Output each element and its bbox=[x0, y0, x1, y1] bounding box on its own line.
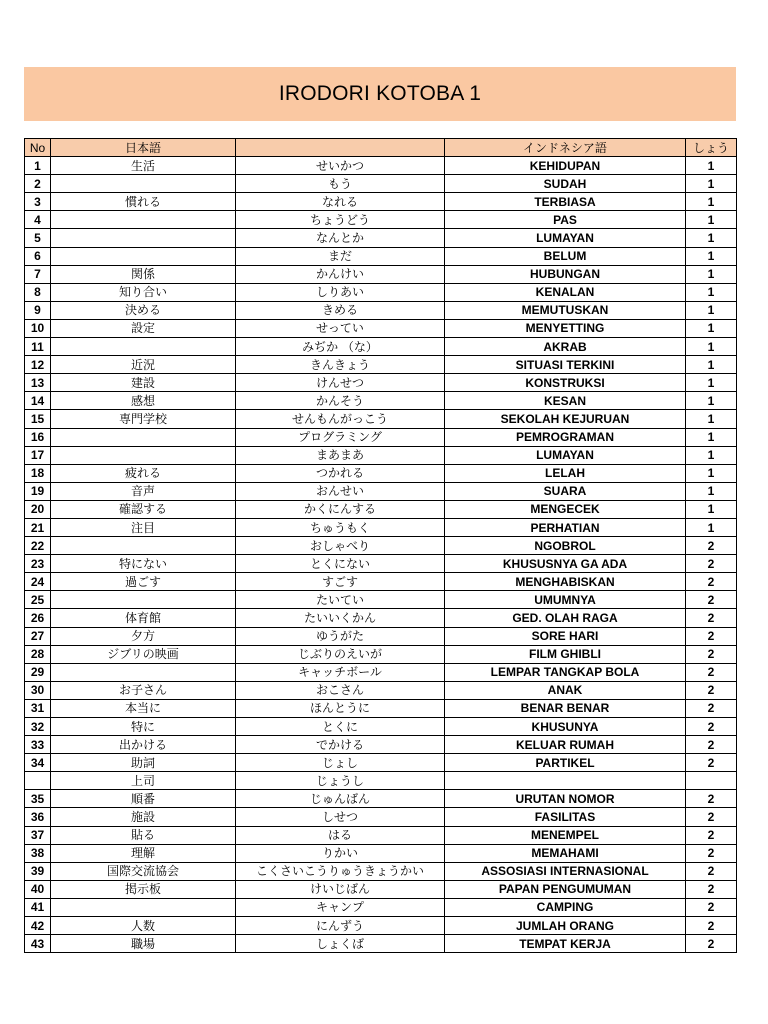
reading: ほんとうに bbox=[236, 699, 445, 717]
reading: りかい bbox=[236, 844, 445, 862]
row-number: 13 bbox=[25, 374, 51, 392]
japanese-word bbox=[51, 663, 236, 681]
table-row bbox=[25, 283, 737, 301]
table-row bbox=[25, 772, 737, 790]
table-row bbox=[25, 754, 737, 772]
japanese-word: 理解 bbox=[51, 844, 236, 862]
row-number: 38 bbox=[25, 844, 51, 862]
indonesian-meaning: CAMPING bbox=[445, 898, 686, 916]
row-number: 10 bbox=[25, 319, 51, 337]
reading: にんずう bbox=[236, 917, 445, 935]
reading: かくにんする bbox=[236, 500, 445, 518]
lesson-number: 2 bbox=[686, 736, 737, 754]
reading: ちょうどう bbox=[236, 211, 445, 229]
row-number: 28 bbox=[25, 645, 51, 663]
row-number: 2 bbox=[25, 175, 51, 193]
reading: おしゃべり bbox=[236, 537, 445, 555]
japanese-word: 慣れる bbox=[51, 193, 236, 211]
row-number: 39 bbox=[25, 862, 51, 880]
row-number: 29 bbox=[25, 663, 51, 681]
lesson-number: 2 bbox=[686, 663, 737, 681]
japanese-word: 特に bbox=[51, 718, 236, 736]
table-row bbox=[25, 211, 737, 229]
reading: みぢか （な） bbox=[236, 338, 445, 356]
lesson-number: 1 bbox=[686, 374, 737, 392]
japanese-word: 生活 bbox=[51, 157, 236, 175]
lesson-number: 2 bbox=[686, 917, 737, 935]
lesson-number: 1 bbox=[686, 175, 737, 193]
lesson-number: 1 bbox=[686, 157, 737, 175]
table-row bbox=[25, 265, 737, 283]
reading: もう bbox=[236, 175, 445, 193]
indonesian-meaning: PARTIKEL bbox=[445, 754, 686, 772]
reading: おんせい bbox=[236, 482, 445, 500]
row-number: 31 bbox=[25, 699, 51, 717]
japanese-word: ジブリの映画 bbox=[51, 645, 236, 663]
japanese-word: 人数 bbox=[51, 917, 236, 935]
japanese-word: 体育館 bbox=[51, 609, 236, 627]
japanese-word bbox=[51, 247, 236, 265]
table-row bbox=[25, 229, 737, 247]
japanese-word: 施設 bbox=[51, 808, 236, 826]
lesson-number: 1 bbox=[686, 410, 737, 428]
header-japanese: 日本語 bbox=[51, 139, 236, 157]
indonesian-meaning: KEHIDUPAN bbox=[445, 157, 686, 175]
reading: とくにない bbox=[236, 555, 445, 573]
lesson-number: 2 bbox=[686, 645, 737, 663]
japanese-word: 順番 bbox=[51, 790, 236, 808]
table-row bbox=[25, 663, 737, 681]
lesson-number: 1 bbox=[686, 247, 737, 265]
indonesian-meaning: AKRAB bbox=[445, 338, 686, 356]
table-row bbox=[25, 935, 737, 953]
indonesian-meaning: TERBIASA bbox=[445, 193, 686, 211]
japanese-word bbox=[51, 175, 236, 193]
reading: おこさん bbox=[236, 681, 445, 699]
lesson-number: 1 bbox=[686, 211, 737, 229]
indonesian-meaning: MENEMPEL bbox=[445, 826, 686, 844]
lesson-number: 1 bbox=[686, 464, 737, 482]
indonesian-meaning: MEMUTUSKAN bbox=[445, 301, 686, 319]
row-number: 16 bbox=[25, 428, 51, 446]
title-band bbox=[24, 67, 736, 121]
indonesian-meaning: SUARA bbox=[445, 482, 686, 500]
table-row bbox=[25, 808, 737, 826]
table-row bbox=[25, 718, 737, 736]
row-number: 41 bbox=[25, 898, 51, 916]
reading: ちゅうもく bbox=[236, 518, 445, 536]
lesson-number: 2 bbox=[686, 627, 737, 645]
table-row bbox=[25, 374, 737, 392]
indonesian-meaning: MENGHABISKAN bbox=[445, 573, 686, 591]
japanese-word: 疲れる bbox=[51, 464, 236, 482]
indonesian-meaning: MEMAHAMI bbox=[445, 844, 686, 862]
row-number: 5 bbox=[25, 229, 51, 247]
row-number: 3 bbox=[25, 193, 51, 211]
table-row bbox=[25, 699, 737, 717]
row-number: 8 bbox=[25, 283, 51, 301]
japanese-word: 特にない bbox=[51, 555, 236, 573]
reading: けいじばん bbox=[236, 880, 445, 898]
header-indonesian: インドネシア語 bbox=[445, 139, 686, 157]
reading: かんけい bbox=[236, 265, 445, 283]
lesson-number: 2 bbox=[686, 537, 737, 555]
table-row bbox=[25, 862, 737, 880]
japanese-word: お子さん bbox=[51, 681, 236, 699]
japanese-word: 音声 bbox=[51, 482, 236, 500]
lesson-number: 2 bbox=[686, 681, 737, 699]
table-row bbox=[25, 573, 737, 591]
row-number: 25 bbox=[25, 591, 51, 609]
page-title: IRODORI KOTOBA 1 bbox=[278, 82, 482, 105]
japanese-word bbox=[51, 537, 236, 555]
lesson-number: 1 bbox=[686, 193, 737, 211]
japanese-word: 近況 bbox=[51, 356, 236, 374]
table-row bbox=[25, 301, 737, 319]
indonesian-meaning: SUDAH bbox=[445, 175, 686, 193]
lesson-number: 2 bbox=[686, 808, 737, 826]
lesson-number: 1 bbox=[686, 283, 737, 301]
table-row bbox=[25, 537, 737, 555]
indonesian-meaning: BELUM bbox=[445, 247, 686, 265]
indonesian-meaning: SITUASI TERKINI bbox=[445, 356, 686, 374]
lesson-number: 1 bbox=[686, 356, 737, 374]
japanese-word bbox=[51, 428, 236, 446]
table-row bbox=[25, 356, 737, 374]
row-number: 15 bbox=[25, 410, 51, 428]
japanese-word: 上司 bbox=[51, 772, 236, 790]
lesson-number: 2 bbox=[686, 555, 737, 573]
indonesian-meaning: KONSTRUKSI bbox=[445, 374, 686, 392]
reading: しりあい bbox=[236, 283, 445, 301]
reading: せいかつ bbox=[236, 157, 445, 175]
reading: なれる bbox=[236, 193, 445, 211]
indonesian-meaning: LUMAYAN bbox=[445, 229, 686, 247]
indonesian-meaning bbox=[445, 772, 686, 790]
table-row bbox=[25, 555, 737, 573]
row-number: 37 bbox=[25, 826, 51, 844]
japanese-word: 感想 bbox=[51, 392, 236, 410]
lesson-number: 2 bbox=[686, 862, 737, 880]
japanese-word: 職場 bbox=[51, 935, 236, 953]
lesson-number: 2 bbox=[686, 790, 737, 808]
row-number: 36 bbox=[25, 808, 51, 826]
indonesian-meaning: FASILITAS bbox=[445, 808, 686, 826]
lesson-number: 2 bbox=[686, 844, 737, 862]
lesson-number: 2 bbox=[686, 880, 737, 898]
indonesian-meaning: ANAK bbox=[445, 681, 686, 699]
vocabulary-table bbox=[24, 138, 737, 953]
table-row bbox=[25, 681, 737, 699]
lesson-number: 1 bbox=[686, 500, 737, 518]
table-row bbox=[25, 193, 737, 211]
indonesian-meaning: LUMAYAN bbox=[445, 446, 686, 464]
reading: すごす bbox=[236, 573, 445, 591]
indonesian-meaning: KHUSUSNYA GA ADA bbox=[445, 555, 686, 573]
lesson-number: 2 bbox=[686, 609, 737, 627]
table-row bbox=[25, 627, 737, 645]
lesson-number: 2 bbox=[686, 591, 737, 609]
table-row bbox=[25, 482, 737, 500]
table-row bbox=[25, 392, 737, 410]
indonesian-meaning: KELUAR RUMAH bbox=[445, 736, 686, 754]
lesson-number: 1 bbox=[686, 338, 737, 356]
row-number: 17 bbox=[25, 446, 51, 464]
reading: はる bbox=[236, 826, 445, 844]
reading: けんせつ bbox=[236, 374, 445, 392]
japanese-word bbox=[51, 591, 236, 609]
japanese-word bbox=[51, 211, 236, 229]
row-number: 14 bbox=[25, 392, 51, 410]
lesson-number: 2 bbox=[686, 573, 737, 591]
row-number: 24 bbox=[25, 573, 51, 591]
table-row bbox=[25, 319, 737, 337]
row-number: 20 bbox=[25, 500, 51, 518]
lesson-number: 2 bbox=[686, 935, 737, 953]
lesson-number: 1 bbox=[686, 301, 737, 319]
reading: まあまあ bbox=[236, 446, 445, 464]
indonesian-meaning: PERHATIAN bbox=[445, 518, 686, 536]
japanese-word: 貼る bbox=[51, 826, 236, 844]
japanese-word: 注目 bbox=[51, 518, 236, 536]
row-number: 6 bbox=[25, 247, 51, 265]
row-number bbox=[25, 772, 51, 790]
japanese-word bbox=[51, 338, 236, 356]
table-row bbox=[25, 446, 737, 464]
reading: たいいくかん bbox=[236, 609, 445, 627]
lesson-number: 1 bbox=[686, 265, 737, 283]
row-number: 33 bbox=[25, 736, 51, 754]
reading: じょうし bbox=[236, 772, 445, 790]
reading: キャッチボール bbox=[236, 663, 445, 681]
reading: キャンプ bbox=[236, 898, 445, 916]
reading: じゅんばん bbox=[236, 790, 445, 808]
lesson-number: 1 bbox=[686, 392, 737, 410]
row-number: 9 bbox=[25, 301, 51, 319]
row-number: 35 bbox=[25, 790, 51, 808]
lesson-number: 1 bbox=[686, 319, 737, 337]
reading: きめる bbox=[236, 301, 445, 319]
reading: しせつ bbox=[236, 808, 445, 826]
table-row bbox=[25, 645, 737, 663]
indonesian-meaning: GED. OLAH RAGA bbox=[445, 609, 686, 627]
japanese-word bbox=[51, 446, 236, 464]
indonesian-meaning: URUTAN NOMOR bbox=[445, 790, 686, 808]
lesson-number: 2 bbox=[686, 718, 737, 736]
table-row bbox=[25, 591, 737, 609]
row-number: 34 bbox=[25, 754, 51, 772]
row-number: 30 bbox=[25, 681, 51, 699]
indonesian-meaning: TEMPAT KERJA bbox=[445, 935, 686, 953]
indonesian-meaning: LELAH bbox=[445, 464, 686, 482]
japanese-word: 決める bbox=[51, 301, 236, 319]
lesson-number: 1 bbox=[686, 428, 737, 446]
table-row bbox=[25, 518, 737, 536]
table-row bbox=[25, 428, 737, 446]
japanese-word: 出かける bbox=[51, 736, 236, 754]
row-number: 43 bbox=[25, 935, 51, 953]
row-number: 18 bbox=[25, 464, 51, 482]
lesson-number: 1 bbox=[686, 229, 737, 247]
table-row bbox=[25, 917, 737, 935]
table-row bbox=[25, 790, 737, 808]
row-number: 11 bbox=[25, 338, 51, 356]
row-number: 21 bbox=[25, 518, 51, 536]
japanese-word: 設定 bbox=[51, 319, 236, 337]
indonesian-meaning: SORE HARI bbox=[445, 627, 686, 645]
japanese-word: 関係 bbox=[51, 265, 236, 283]
japanese-word: 建設 bbox=[51, 374, 236, 392]
row-number: 23 bbox=[25, 555, 51, 573]
japanese-word: 掲示板 bbox=[51, 880, 236, 898]
table-row bbox=[25, 826, 737, 844]
indonesian-meaning: ASSOSIASI INTERNASIONAL bbox=[445, 862, 686, 880]
table-row bbox=[25, 880, 737, 898]
indonesian-meaning: UMUMNYA bbox=[445, 591, 686, 609]
table-row bbox=[25, 175, 737, 193]
header-no: No bbox=[25, 139, 51, 157]
lesson-number bbox=[686, 772, 737, 790]
row-number: 12 bbox=[25, 356, 51, 374]
indonesian-meaning: MENYETTING bbox=[445, 319, 686, 337]
reading: プログラミング bbox=[236, 428, 445, 446]
row-number: 32 bbox=[25, 718, 51, 736]
indonesian-meaning: KESAN bbox=[445, 392, 686, 410]
lesson-number: 2 bbox=[686, 898, 737, 916]
japanese-word: 確認する bbox=[51, 500, 236, 518]
indonesian-meaning: FILM GHIBLI bbox=[445, 645, 686, 663]
reading: せってい bbox=[236, 319, 445, 337]
table-row bbox=[25, 736, 737, 754]
japanese-word: 過ごす bbox=[51, 573, 236, 591]
row-number: 27 bbox=[25, 627, 51, 645]
japanese-word: 専門学校 bbox=[51, 410, 236, 428]
indonesian-meaning: NGOBROL bbox=[445, 537, 686, 555]
reading: でかける bbox=[236, 736, 445, 754]
reading: たいてい bbox=[236, 591, 445, 609]
japanese-word: 夕方 bbox=[51, 627, 236, 645]
indonesian-meaning: LEMPAR TANGKAP BOLA bbox=[445, 663, 686, 681]
japanese-word: 知り合い bbox=[51, 283, 236, 301]
lesson-number: 1 bbox=[686, 482, 737, 500]
row-number: 22 bbox=[25, 537, 51, 555]
indonesian-meaning: PAS bbox=[445, 211, 686, 229]
japanese-word: 本当に bbox=[51, 699, 236, 717]
reading: こくさいこうりゅうきょうかい bbox=[236, 862, 445, 880]
header-reading bbox=[236, 139, 445, 157]
reading: ゆうがた bbox=[236, 627, 445, 645]
row-number: 1 bbox=[25, 157, 51, 175]
table-row bbox=[25, 247, 737, 265]
reading: せんもんがっこう bbox=[236, 410, 445, 428]
indonesian-meaning: KHUSUNYA bbox=[445, 718, 686, 736]
lesson-number: 1 bbox=[686, 518, 737, 536]
reading: つかれる bbox=[236, 464, 445, 482]
row-number: 19 bbox=[25, 482, 51, 500]
indonesian-meaning: PAPAN PENGUMUMAN bbox=[445, 880, 686, 898]
header-lesson: しょう bbox=[686, 139, 737, 157]
reading: かんそう bbox=[236, 392, 445, 410]
japanese-word bbox=[51, 898, 236, 916]
lesson-number: 2 bbox=[686, 754, 737, 772]
reading: なんとか bbox=[236, 229, 445, 247]
table-row bbox=[25, 338, 737, 356]
reading: とくに bbox=[236, 718, 445, 736]
lesson-number: 1 bbox=[686, 446, 737, 464]
indonesian-meaning: BENAR BENAR bbox=[445, 699, 686, 717]
table-row bbox=[25, 609, 737, 627]
row-number: 4 bbox=[25, 211, 51, 229]
indonesian-meaning: HUBUNGAN bbox=[445, 265, 686, 283]
table-row bbox=[25, 500, 737, 518]
lesson-number: 2 bbox=[686, 699, 737, 717]
row-number: 40 bbox=[25, 880, 51, 898]
reading: じぶりのえいが bbox=[236, 645, 445, 663]
indonesian-meaning: PEMROGRAMAN bbox=[445, 428, 686, 446]
table-row bbox=[25, 898, 737, 916]
table-row bbox=[25, 410, 737, 428]
indonesian-meaning: MENGECEK bbox=[445, 500, 686, 518]
japanese-word: 国際交流協会 bbox=[51, 862, 236, 880]
reading: しょくば bbox=[236, 935, 445, 953]
table-row bbox=[25, 157, 737, 175]
table-row bbox=[25, 844, 737, 862]
japanese-word: 助詞 bbox=[51, 754, 236, 772]
japanese-word bbox=[51, 229, 236, 247]
indonesian-meaning: SEKOLAH KEJURUAN bbox=[445, 410, 686, 428]
table-header-row bbox=[25, 139, 737, 157]
lesson-number: 2 bbox=[686, 826, 737, 844]
reading: まだ bbox=[236, 247, 445, 265]
row-number: 7 bbox=[25, 265, 51, 283]
row-number: 26 bbox=[25, 609, 51, 627]
indonesian-meaning: KENALAN bbox=[445, 283, 686, 301]
row-number: 42 bbox=[25, 917, 51, 935]
indonesian-meaning: JUMLAH ORANG bbox=[445, 917, 686, 935]
reading: きんきょう bbox=[236, 356, 445, 374]
table-row bbox=[25, 464, 737, 482]
reading: じょし bbox=[236, 754, 445, 772]
